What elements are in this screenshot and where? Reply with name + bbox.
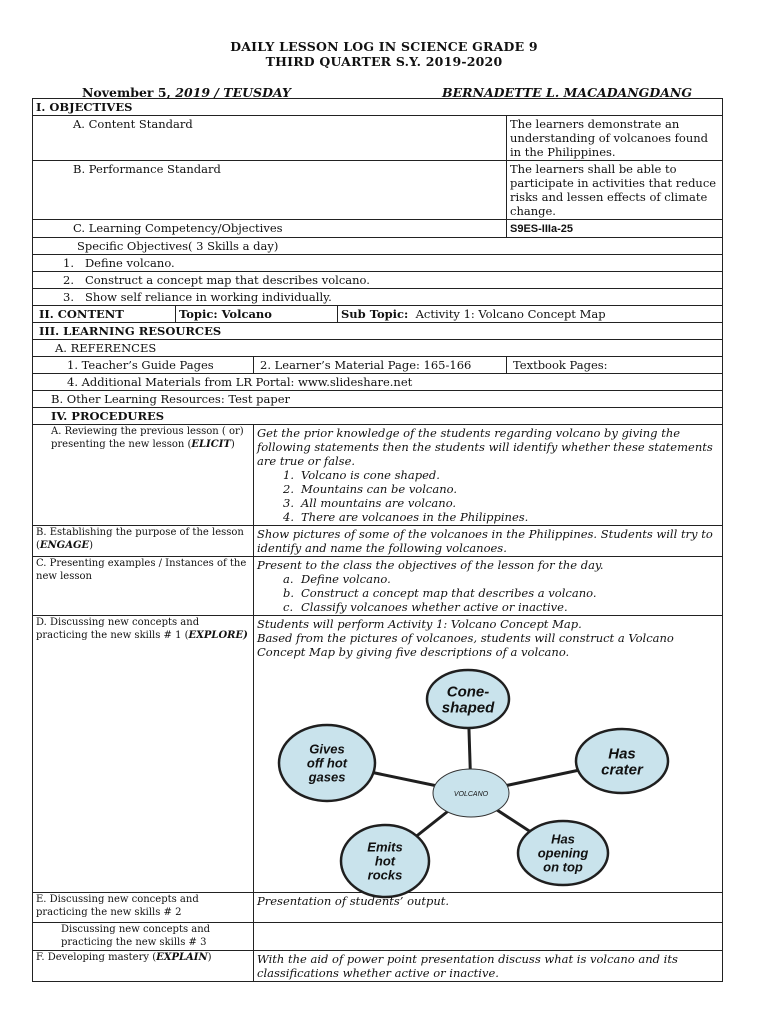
procedure-e-content: Presentation of students’ output.	[254, 893, 723, 923]
engage-objective-a: a. Define volcano.	[283, 572, 391, 586]
volcano-concept-map	[261, 665, 719, 883]
procedure-e-label: E. Discussing new concepts and practicing the new skills # 2	[33, 893, 254, 923]
concept-node-5-label: gases	[308, 769, 346, 785]
procedure-b-content: Show pictures of some of the volcanoes in the Philippines. Students will try to identify and name the following volcanoes.	[254, 526, 723, 557]
concept-node-1-label: Cone-	[446, 683, 490, 701]
content-standard-value: The learners demonstrate an understanding of volcanoes found in the Philippines.	[507, 116, 723, 161]
specific-objectives-label: Specific Objectives( 3 Skills a day)	[33, 238, 723, 255]
textbook-pages: Textbook Pages:	[507, 357, 723, 374]
references-label: A. REFERENCES	[33, 340, 723, 357]
concept-node-2-label: Has	[608, 745, 636, 763]
procedure-c-label: C. Presenting examples / Instances of the new lesson	[33, 557, 254, 616]
specific-objective-2: 2. Construct a concept map that describes volcano.	[33, 272, 723, 289]
concept-node-1-label: shaped	[441, 699, 495, 717]
specific-objective-3: 3. Show self reliance in working individually.	[33, 289, 723, 306]
procedure-f-label: F. Developing mastery (EXPLAIN)	[33, 951, 254, 982]
procedure-e3-content	[254, 923, 723, 951]
other-resources: B. Other Learning Resources: Test paper	[33, 391, 723, 408]
performance-standard-label: B. Performance Standard	[33, 161, 507, 220]
teacher-name: BERNADETTE L. MACADANGDANG	[442, 85, 692, 100]
elicit-statement-4: 4. There are volcanoes in the Philippines.	[283, 510, 529, 524]
elicit-statement-1: 1. Volcano is cone shaped.	[283, 468, 440, 482]
content-subtopic: Sub Topic: Activity 1: Volcano Concept Map	[338, 306, 723, 323]
specific-objective-1: 1. Define volcano.	[33, 255, 723, 272]
page-title: DAILY LESSON LOG IN SCIENCE GRADE 9	[230, 39, 538, 54]
engage-objective-c: c. Classify volcanoes whether active or inactive.	[283, 600, 568, 614]
concept-node-3-label: on top	[543, 859, 583, 875]
procedure-a-content: Get the prior knowledge of the students regarding volcano by giving the following statements then the students will identify whether these statements are true or false. 1. Volcano is cone shaped. 2. Mountains can be volcano. 3. All mountains are volcano. 4. There are volcanoes in the Philippines.	[254, 425, 723, 526]
concept-node-4-label: Emits	[367, 839, 403, 855]
concept-node-5-label: Gives	[309, 741, 345, 757]
additional-materials: 4. Additional Materials from LR Portal: www.slideshare.net	[33, 374, 723, 391]
page-subtitle: THIRD QUARTER S.Y. 2019-2020	[265, 54, 503, 69]
concept-map-svg	[261, 665, 681, 883]
lesson-log-table	[32, 98, 723, 982]
objectives-heading: I. OBJECTIVES	[33, 99, 723, 116]
center-node-label: VOLCANO	[453, 791, 489, 798]
procedure-d-content: Students will perform Activity 1: Volcano Concept Map. Based from the pictures of volcanoes, students will construct a Volcano Concept Map by giving five descriptions of a volcano. VOLCANO Cone- shaped Has crater Has opening on top Emits hot rocks Gives off hot gases	[254, 616, 723, 893]
procedure-f-content: With the aid of power point presentation discuss what is volcano and its classifications whether active or inactive.	[254, 951, 723, 982]
teachers-guide: 1. Teacher’s Guide Pages	[33, 357, 254, 374]
procedures-heading: IV. PROCEDURES	[33, 408, 723, 425]
resources-heading: III. LEARNING RESOURCES	[33, 323, 723, 340]
concept-node-3-label: opening	[537, 845, 589, 861]
concept-node-4-label: rocks	[367, 867, 403, 883]
concept-node-2-label: crater	[601, 761, 643, 779]
concept-node-5-label: off hot	[306, 755, 348, 771]
learners-material: 2. Learner’s Material Page: 165-166	[254, 357, 507, 374]
procedure-a-label: A. Reviewing the previous lesson ( or) presenting the new lesson (ELICIT)	[33, 425, 254, 526]
procedure-b-label: B. Establishing the purpose of the lesson (ENGAGE)	[33, 526, 254, 557]
competency-code: S9ES-IIIa-25	[510, 223, 573, 235]
procedure-e3-label: Discussing new concepts and practicing the new skills # 3	[33, 923, 254, 951]
procedure-d-label: D. Discussing new concepts and practicing the new skills # 1 (EXPLORE)	[33, 616, 254, 893]
content-heading: II. CONTENT	[33, 306, 176, 323]
performance-standard-value: The learners shall be able to participate in activities that reduce risks and lessen effects of climate change.	[507, 161, 723, 220]
content-standard-label: A. Content Standard	[33, 116, 507, 161]
procedure-c-content: Present to the class the objectives of the lesson for the day. a. Define volcano. b. Construct a concept map that describes a volcano. c. Classify volcanoes whether active or inactive.	[254, 557, 723, 616]
elicit-statement-2: 2. Mountains can be volcano.	[283, 482, 457, 496]
engage-objective-b: b. Construct a concept map that describes a volcano.	[283, 586, 597, 600]
competency-label: C. Learning Competency/Objectives	[33, 220, 507, 238]
concept-node-4-label: hot	[374, 853, 396, 869]
content-topic: Topic: Volcano	[176, 306, 338, 323]
concept-node-3-label: Has	[551, 831, 575, 847]
lesson-date: November 5, 2019 / TEUSDAY	[82, 85, 291, 100]
elicit-statement-3: 3. All mountains are volcano.	[283, 496, 457, 510]
